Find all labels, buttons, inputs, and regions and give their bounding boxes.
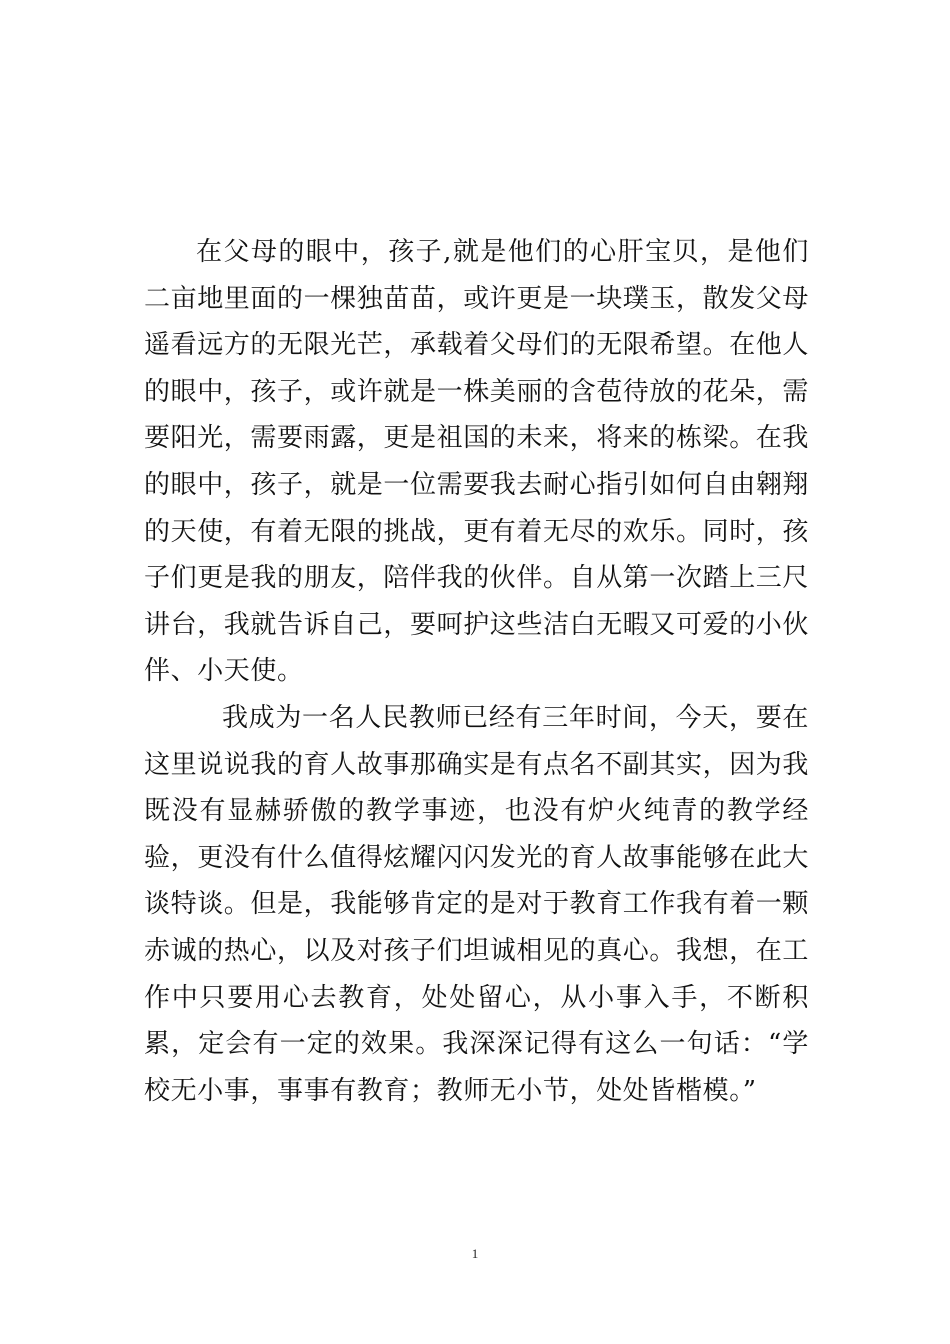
page-number: 1 [471, 1246, 479, 1261]
paragraph-1: 在父母的眼中，孩子,就是他们的心肝宝贝，是他们二亩地里面的一棵独苗苗，或许更是一块璞玉，散发父母遥看远方的无限光芒，承载着父母们的无限希望。在他人的眼中，孩子，或许就是一株美丽的含苞待放的花朵，需要阳光，需要雨露，更是祖国的未来，将来的栋梁。在我的眼中，孩子，就是一位需要我去耐心指引如何自由翱翔的天使，有着无限的挑战，更有着无尽的欢乐。同时，孩子们更是我的朋友，陪伴我的伙伴。自从第一次踏上三尺讲台，我就告诉自己，要呵护这些洁白无暇又可爱的小伙伴、小天使。 [144, 237, 810, 687]
paragraph-2: 我成为一名人民教师已经有三年时间，今天，要在这里说说我的育人故事那确实是有点名不副其实，因为我既没有显赫骄傲的教学事迹，也没有炉火纯青的教学经验，更没有什么值得炫耀闪闪发光的育人故事能够在此大谈特谈。但是，我能够肯定的是对于教育工作我有着一颗赤诚的热心，以及对孩子们坦诚相见的真心。我想，在工作中只要用心去教育，处处留心，从小事入手，不断积累，定会有一定的效果。我深深记得有这么一句话：“学校无小事，事事有教育；教师无小节，处处皆楷模。” [144, 702, 810, 1106]
document-body [144, 229, 809, 1114]
